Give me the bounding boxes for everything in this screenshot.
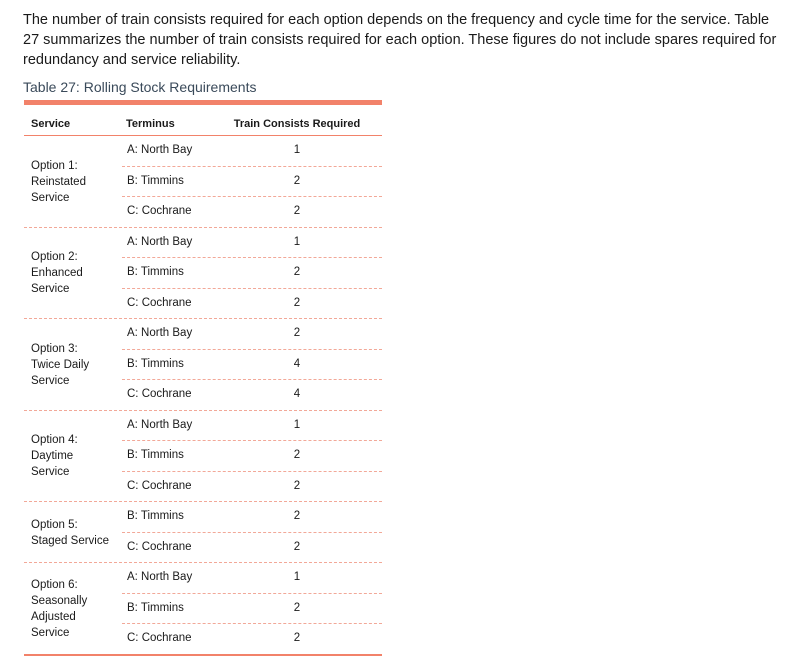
train-consists-cell: 2 — [293, 479, 301, 492]
service-group — [24, 228, 382, 320]
table-row — [122, 533, 382, 563]
table-row — [122, 563, 382, 594]
train-consists-cell: 2 — [293, 205, 301, 217]
train-consists-cell: 2 — [293, 540, 301, 553]
train-consists-cell: 2 — [293, 327, 301, 339]
train-consists-cell: 2 — [293, 510, 301, 522]
table-row — [122, 594, 382, 625]
table-row — [122, 411, 382, 442]
train-consists-cell: 1 — [293, 144, 301, 156]
table-row — [122, 167, 382, 198]
service-name: Option 4: Daytime Service — [31, 434, 78, 479]
header-train-consists: Train Consists Required — [233, 118, 361, 130]
service-name: Option 5: Staged Service — [31, 518, 109, 547]
service-name: Option 3: Twice Daily Service — [31, 342, 90, 387]
terminus-cell: B: Timmins — [127, 449, 184, 461]
table-row — [122, 197, 382, 227]
train-consists-cell: 1 — [293, 235, 301, 248]
terminus-cell: A: North Bay — [127, 418, 193, 431]
table-row — [122, 441, 382, 472]
terminus-cell: B: Timmins — [127, 510, 184, 522]
table-row — [122, 472, 382, 502]
header-service: Service — [31, 118, 71, 130]
rolling-stock-table — [24, 100, 382, 656]
terminus-cell: C: Cochrane — [127, 296, 192, 309]
service-name: Option 6: Seasonally Adjusted Service — [31, 579, 88, 640]
table-body — [24, 136, 382, 656]
table-row — [122, 258, 382, 289]
service-group — [24, 319, 382, 411]
terminus-cell: C: Cochrane — [127, 205, 192, 217]
terminus-cell: B: Timmins — [127, 357, 184, 370]
train-consists-cell: 2 — [293, 296, 301, 309]
terminus-cell: B: Timmins — [127, 601, 184, 614]
service-group — [24, 411, 382, 503]
train-consists-cell: 2 — [293, 632, 301, 644]
table-caption: Table 27: Rolling Stock Requirements — [23, 79, 257, 95]
train-consists-cell: 2 — [293, 266, 301, 278]
train-consists-cell: 2 — [293, 174, 301, 187]
terminus-cell: C: Cochrane — [127, 388, 192, 400]
terminus-cell: C: Cochrane — [127, 632, 192, 644]
terminus-cell: C: Cochrane — [127, 540, 192, 553]
train-consists-cell: 4 — [293, 388, 301, 400]
terminus-cell: A: North Bay — [127, 327, 193, 339]
service-group — [24, 136, 382, 228]
terminus-cell: B: Timmins — [127, 174, 184, 187]
table-row — [122, 319, 382, 350]
intro-paragraph: The number of train consists required for each option depends on the frequency and cycle time for the service. Table 27 summarizes the number of train consists required for each option. These figures do not include spares required for redundancy and service reliability. — [23, 12, 777, 68]
service-group — [24, 502, 382, 563]
header-terminus: Terminus — [126, 118, 175, 130]
table-row — [122, 136, 382, 167]
train-consists-cell: 2 — [293, 449, 301, 461]
service-name: Option 1: Reinstated Service — [31, 159, 86, 204]
table-row — [122, 624, 382, 654]
terminus-cell: A: North Bay — [127, 571, 193, 583]
service-name: Option 2: Enhanced Service — [31, 251, 83, 296]
train-consists-cell: 4 — [293, 357, 301, 370]
table-row — [122, 350, 382, 381]
train-consists-cell: 1 — [293, 418, 301, 431]
table-row — [122, 289, 382, 319]
terminus-cell: A: North Bay — [127, 235, 193, 248]
table-row — [122, 228, 382, 259]
table-row — [122, 502, 382, 533]
terminus-cell: B: Timmins — [127, 266, 184, 278]
table-header — [24, 105, 382, 136]
terminus-cell: A: North Bay — [127, 144, 193, 156]
terminus-cell: C: Cochrane — [127, 479, 192, 492]
train-consists-cell: 1 — [293, 571, 301, 583]
table-row — [122, 380, 382, 410]
train-consists-cell: 2 — [293, 601, 301, 614]
